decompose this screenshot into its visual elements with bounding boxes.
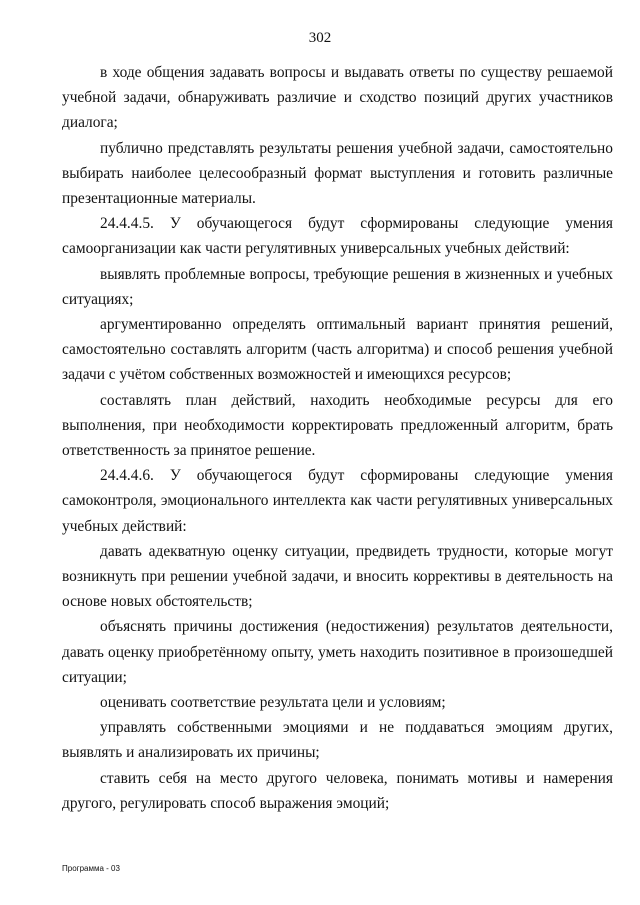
paragraph-empathy: ставить себя на место другого человека, понимать мотивы и намерения другого, регулировать способ выражения эмоций;	[62, 769, 613, 812]
paragraph-assess-situation: давать адекватную оценку ситуации, предвидеть трудности, которые могут возникнуть при решении учебной задачи, и вносить коррективы в деятельность на основе новых обстоятельств;	[62, 542, 613, 611]
paragraph-manage-emotions: управлять собственными эмоциями и не поддаваться эмоциям других, выявлять и анализировать их причины;	[62, 719, 613, 762]
page-number: 302	[308, 30, 332, 46]
footer-label: Программа - 03	[62, 864, 120, 873]
paragraph-section-24-4-4-5: 24.4.4.5. У обучающегося будут сформированы следующие умения самоорганизации как части регулятивных универсальных учебных действий:	[62, 215, 613, 258]
document-body	[62, 60, 613, 816]
paragraph-action-plan: составлять план действий, находить необходимые ресурсы для его выполнения, при необходимости корректировать предложенный алгоритм, брать ответственность за принятое решение.	[62, 391, 613, 460]
paragraph-dialogue-skills: в ходе общения задавать вопросы и выдавать ответы по существу решаемой учебной задачи, обнаруживать различие и сходство позиций других участников диалога;	[62, 64, 613, 132]
paragraph-explain-causes: объяснять причины достижения (недостижения) результатов деятельности, давать оценку приобретённому опыту, уметь находить позитивное в произошедшей ситуации;	[62, 618, 613, 686]
paragraph-identify-problems: выявлять проблемные вопросы, требующие решения в жизненных и учебных ситуациях;	[62, 265, 613, 308]
paragraph-section-24-4-4-6: 24.4.4.6. У обучающегося будут сформированы следующие умения самоконтроля, эмоционального интеллекта как части регулятивных универсальных учебных действий:	[62, 467, 613, 535]
paragraph-evaluate-result: оценивать соответствие результата цели и условиям;	[100, 694, 446, 712]
paragraph-presentation-skills: публично представлять результаты решения учебной задачи, самостоятельно выбирать наиболее целесообразный формат выступления и готовить различные презентационные материалы.	[62, 139, 613, 208]
paragraph-decision-making: аргументированно определять оптимальный вариант принятия решений, самостоятельно составлять алгоритм (часть алгоритма) и способ решения учебной задачи с учётом собственных возможностей и имеющихся ресурсов;	[62, 316, 613, 384]
